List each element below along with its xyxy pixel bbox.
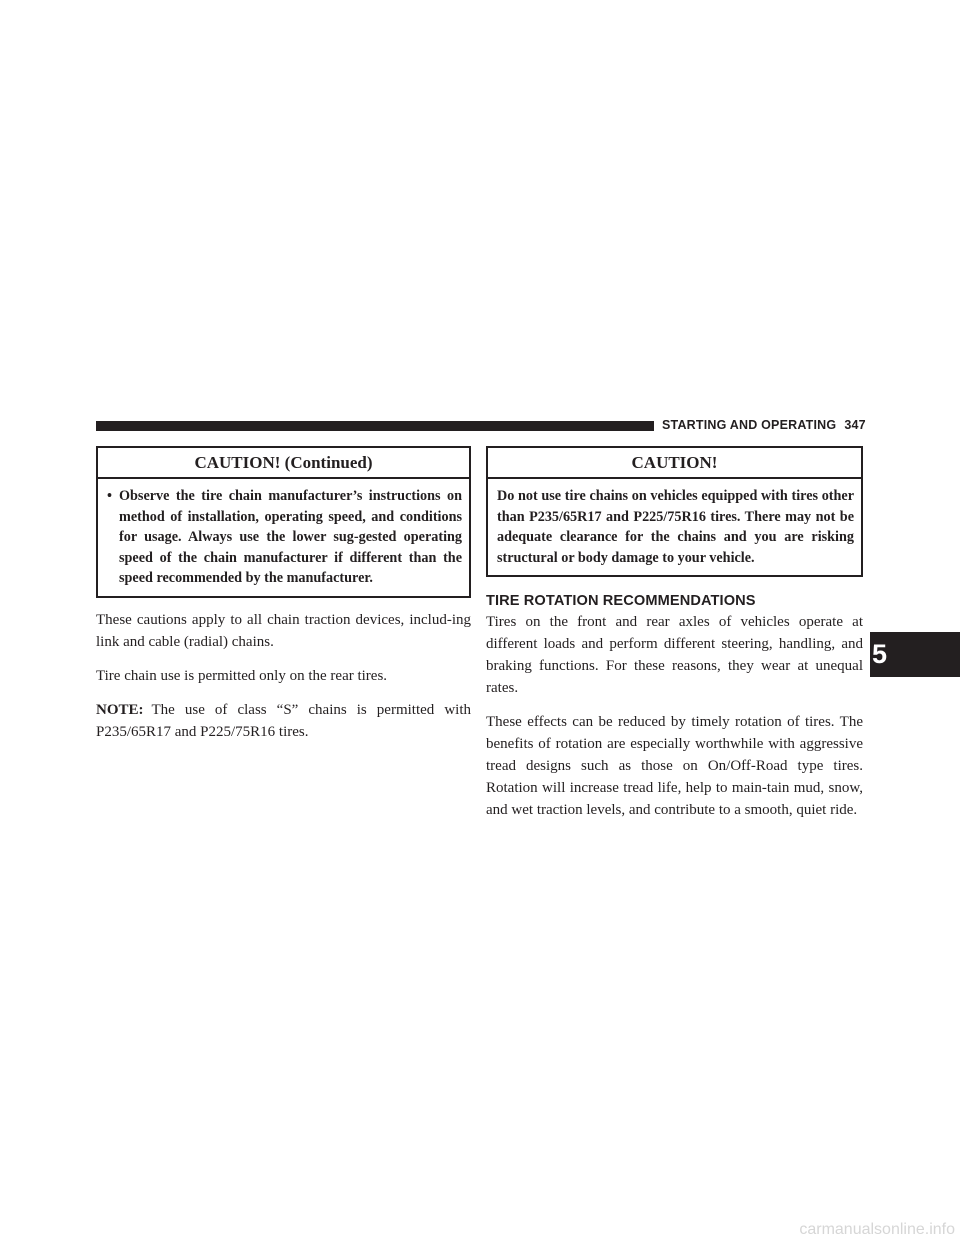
watermark: carmanualsonline.info [799, 1221, 955, 1238]
caution-continued-box [96, 446, 471, 598]
bullet-icon: • [107, 488, 112, 504]
header-rule [96, 421, 654, 431]
left-column [96, 446, 471, 743]
section-title: STARTING AND OPERATING [662, 418, 837, 432]
note-text: The use of class “S” chains is permitted with P235/65R17 and P225/75R16 tires. [96, 701, 471, 740]
caution-box [486, 446, 863, 577]
running-header [662, 418, 866, 432]
chain-cautions-paragraph: These cautions apply to all chain traction devices, includ-ing link and cable (radial) chains. [96, 611, 471, 650]
right-column [486, 446, 863, 821]
tire-rotation-heading: TIRE ROTATION RECOMMENDATIONS [486, 593, 756, 610]
caution-continued-title: CAUTION! (Continued) [98, 448, 469, 479]
caution-bullet-text: Observe the tire chain manufacturer’s instructions on method of installation, operating speed, and conditions for usage. Always use the lower sug-gested operating speed of the chain manufacturer if different than the speed recommended by the manufacturer. [119, 488, 462, 587]
rear-tires-paragraph: Tire chain use is permitted only on the rear tires. [96, 667, 388, 684]
caution-continued-body [98, 479, 469, 596]
tire-rotation-paragraph-1: Tires on the front and rear axles of vehicles operate at different loads and perform different steering, handling, and braking functions. For these reasons, they wear at unequal rates. [486, 614, 863, 697]
caution-bullet-item [107, 486, 462, 589]
caution-body: Do not use tire chains on vehicles equipped with tires other than P235/65R17 and P225/75R16 tires. There may not be adequate clearance for the chains and you are risking structural or body damage to your vehicle. [497, 488, 854, 566]
tire-rotation-paragraph-2: These effects can be reduced by timely rotation of tires. The benefits of rotation are especially worthwhile with aggressive tread designs such as those on On/Off-Road type tires. Rotation will increase tread life, help to main-tain mud, snow, and wet traction levels, and contribute to a smooth, quiet ride. [486, 714, 863, 819]
chapter-tab: 5 [870, 632, 960, 677]
caution-title: CAUTION! [488, 448, 861, 479]
note-label: NOTE: [96, 701, 144, 718]
page-number: 347 [844, 418, 866, 432]
note-paragraph [96, 699, 471, 743]
